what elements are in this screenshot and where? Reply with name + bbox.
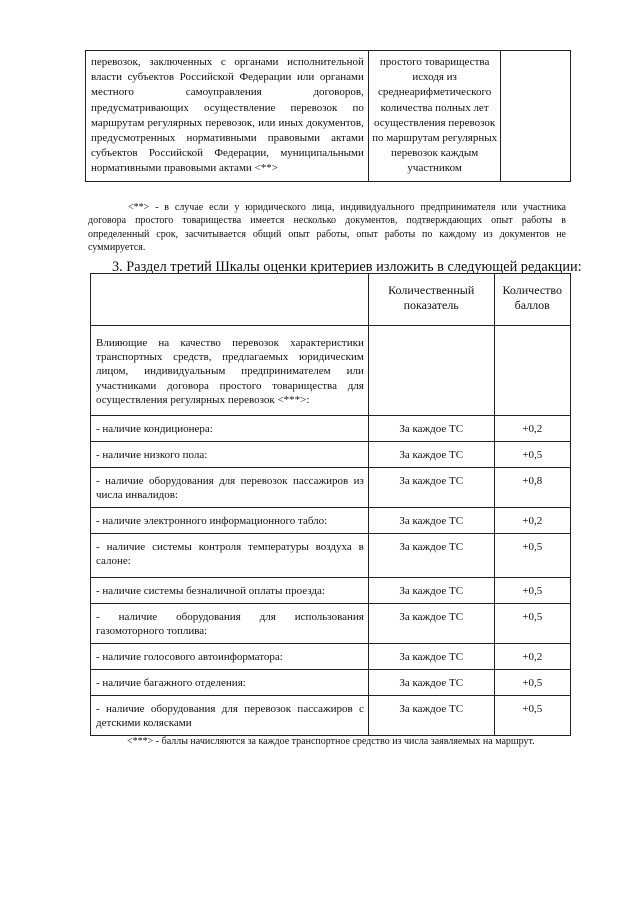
feature-cell: - наличие низкого пола: [91,442,369,468]
criteria-table-continuation [85,50,571,182]
measure-cell: простого товарищества исходя из среднеарифметического количества полных лет осуществления перевозок по маршрутам регулярных перевозок каждым участником [368,51,501,182]
measure-cell: За каждое ТС [368,468,494,508]
points-cell: +0,5 [494,604,570,644]
table-row-intro [91,326,571,416]
measure-cell: За каждое ТС [368,508,494,534]
intro-cell [91,326,369,416]
feature-cell: - наличие системы безналичной оплаты проезда: [91,578,369,604]
criteria-description-cell: перевозок, заключенных с органами исполнительной власти субъектов Российской Федерации или органами местного самоуправления договоров, предусматривающих осуществление перевозок по маршрутам регулярных перевозок, или иных документов, предусмотренных нормативными правовыми актами субъектов Российской Федерации, муниципальными нормативными правовыми актами <**> [86,51,369,182]
points-cell [494,326,570,416]
measure-cell: За каждое ТС [368,644,494,670]
feature-cell: - наличие кондиционера: [91,416,369,442]
header-cell-criteria [91,274,369,326]
measure-cell: За каждое ТС [368,442,494,468]
points-cell: +0,5 [494,696,570,736]
header-cell-points: Количество баллов [494,274,570,326]
measure-cell: За каждое ТС [368,696,494,736]
measure-cell: За каждое ТС [368,416,494,442]
footnote-triple-star: <***> - баллы начисляются за каждое транспортное средство из числа заявляемых на маршрут. [127,736,535,747]
points-cell: +0,8 [494,468,570,508]
measure-cell: За каждое ТС [368,534,494,578]
feature-cell: - наличие багажного отделения: [91,670,369,696]
table-row [91,644,571,670]
table-row [91,416,571,442]
table-row [91,508,571,534]
intro-text: Влияющие на качество перевозок характеристики транспортных средств, предлагаемых юридическим лицом, индивидуальным предпринимателем или участниками договора простого товарищества для осуществления регулярных перевозок <***>: [96,337,364,406]
table-row [91,696,571,736]
points-cell: +0,5 [494,670,570,696]
points-cell: +0,2 [494,644,570,670]
table-row [91,442,571,468]
header-cell-measure: Количественный показатель [368,274,494,326]
footnote-double-star: <**> - в случае если у юридического лица, индивидуального предпринимателя или участника договора простого товарищества имеется несколько документов, подтверждающих опыт работы в определенный срок, засчитывается общий опыт работы, опыт работы по каждому из документов не суммируется. [88,202,566,254]
table-header-row [91,274,571,326]
measure-cell: За каждое ТС [368,578,494,604]
feature-cell: - наличие электронного информационного табло: [91,508,369,534]
measure-cell: За каждое ТС [368,604,494,644]
table-row [91,578,571,604]
table-row [91,534,571,578]
table-row [91,670,571,696]
criteria-scale-table [90,273,571,736]
table-row [91,468,571,508]
table-row [86,51,571,182]
points-cell: +0,5 [494,578,570,604]
feature-cell: - наличие оборудования для использования газомоторного топлива: [91,604,369,644]
feature-cell: - наличие оборудования для перевозок пассажиров с детскими колясками [91,696,369,736]
feature-cell: - наличие оборудования для перевозок пассажиров из числа инвалидов: [91,468,369,508]
section-heading: 3. Раздел третий Шкалы оценки критериев изложить в следующей редакции: [112,259,582,275]
table-row [91,604,571,644]
points-cell: +0,2 [494,416,570,442]
points-cell: +0,5 [494,534,570,578]
feature-cell: - наличие голосового автоинформатора: [91,644,369,670]
feature-cell: - наличие системы контроля температуры воздуха в салоне: [91,534,369,578]
points-cell [501,51,571,182]
points-cell: +0,5 [494,442,570,468]
points-cell: +0,2 [494,508,570,534]
measure-cell [368,326,494,416]
measure-cell: За каждое ТС [368,670,494,696]
